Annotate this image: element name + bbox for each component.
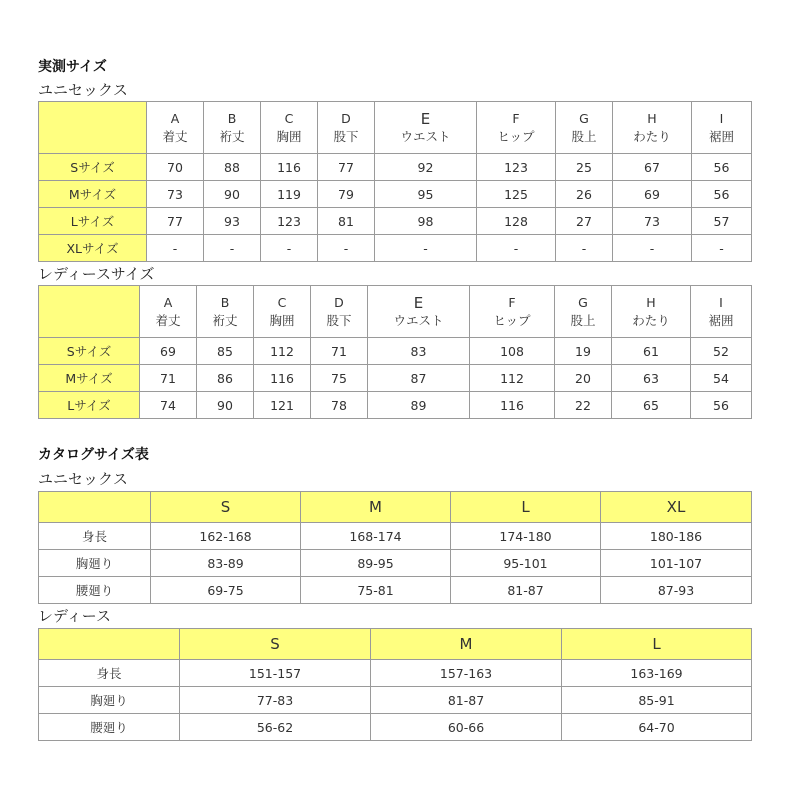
- table-cell: 81: [318, 208, 375, 235]
- table-cell: -: [375, 235, 477, 262]
- table-row: [39, 235, 752, 262]
- column-header-e: E ウエスト: [375, 102, 477, 154]
- table-cell: 85-91: [562, 687, 752, 714]
- table-cell: 90: [204, 181, 261, 208]
- size-header-s: S: [151, 492, 301, 523]
- table-row: [39, 687, 752, 714]
- column-header-g: G 股上: [556, 102, 613, 154]
- row-label: Mサイズ: [39, 365, 140, 392]
- table-cell: 56: [692, 181, 752, 208]
- table-cell: 77: [318, 154, 375, 181]
- catalog-ladies-subtitle: レディース: [38, 607, 112, 625]
- table-cell: -: [556, 235, 613, 262]
- table-cell: -: [692, 235, 752, 262]
- table-cell: 27: [556, 208, 613, 235]
- size-header-l: L: [562, 629, 752, 660]
- table-cell: -: [204, 235, 261, 262]
- row-label: 腰廻り: [39, 577, 151, 604]
- catalog-unisex-table: [38, 491, 752, 604]
- table-cell: 87-93: [601, 577, 752, 604]
- table-cell: 87: [368, 365, 470, 392]
- table-cell: 19: [555, 338, 612, 365]
- table-cell: 83-89: [151, 550, 301, 577]
- table-cell: 89-95: [301, 550, 451, 577]
- size-header-m: M: [301, 492, 451, 523]
- table-cell: 108: [470, 338, 555, 365]
- row-label: 身長: [39, 523, 151, 550]
- table-cell: -: [477, 235, 556, 262]
- size-header-l: L: [451, 492, 601, 523]
- row-label: XLサイズ: [39, 235, 147, 262]
- table-cell: 57: [692, 208, 752, 235]
- table-row: [39, 523, 752, 550]
- table-cell: -: [613, 235, 692, 262]
- table-cell: 98: [375, 208, 477, 235]
- table-cell: 22: [555, 392, 612, 419]
- table-cell: 56: [691, 392, 752, 419]
- table-cell: 20: [555, 365, 612, 392]
- row-label: Sサイズ: [39, 338, 140, 365]
- column-header-i: I 裾囲: [692, 102, 752, 154]
- table-cell: 54: [691, 365, 752, 392]
- table-cell: 75: [311, 365, 368, 392]
- table-cell: -: [261, 235, 318, 262]
- column-header-b: B 裄丈: [204, 102, 261, 154]
- measured-title: 実測サイズ: [38, 59, 107, 75]
- table-row: [39, 660, 752, 687]
- table-cell: 52: [691, 338, 752, 365]
- table-cell: 74: [140, 392, 197, 419]
- row-label: 腰廻り: [39, 714, 180, 741]
- table-cell: 78: [311, 392, 368, 419]
- table-cell: 71: [311, 338, 368, 365]
- table-cell: 90: [197, 392, 254, 419]
- column-header-f: F ヒップ: [470, 286, 555, 338]
- column-header-c: C 胸囲: [261, 102, 318, 154]
- table-cell: 116: [470, 392, 555, 419]
- table-row: [39, 154, 752, 181]
- table-row: [39, 338, 752, 365]
- table-cell: 95: [375, 181, 477, 208]
- column-header-b: B 裄丈: [197, 286, 254, 338]
- column-header-d: D 股下: [311, 286, 368, 338]
- measured-unisex-subtitle: ユニセックス: [38, 81, 128, 99]
- table-cell: -: [147, 235, 204, 262]
- table-cell: 121: [254, 392, 311, 419]
- table-cell: 77-83: [180, 687, 371, 714]
- size-header-xl: XL: [601, 492, 752, 523]
- row-label: Lサイズ: [39, 392, 140, 419]
- column-header-d: D 股下: [318, 102, 375, 154]
- table-cell: 112: [254, 338, 311, 365]
- size-header-s: S: [180, 629, 371, 660]
- column-header-a: A 着丈: [140, 286, 197, 338]
- row-label: Sサイズ: [39, 154, 147, 181]
- column-header-i: I 裾囲: [691, 286, 752, 338]
- table-cell: 162-168: [151, 523, 301, 550]
- table-cell: 157-163: [371, 660, 562, 687]
- table-cell: 125: [477, 181, 556, 208]
- row-label: 胸廻り: [39, 687, 180, 714]
- measured-ladies-subtitle: レディースサイズ: [38, 265, 155, 283]
- table-cell: 86: [197, 365, 254, 392]
- table-cell: 116: [261, 154, 318, 181]
- table-cell: 75-81: [301, 577, 451, 604]
- table-cell: 56: [692, 154, 752, 181]
- corner-cell: [39, 629, 180, 660]
- table-cell: 92: [375, 154, 477, 181]
- table-cell: 180-186: [601, 523, 752, 550]
- column-header-h: H わたり: [613, 102, 692, 154]
- table-cell: 123: [477, 154, 556, 181]
- catalog-title: カタログサイズ表: [38, 447, 149, 463]
- table-cell: 79: [318, 181, 375, 208]
- table-cell: 89: [368, 392, 470, 419]
- table-row: [39, 181, 752, 208]
- table-cell: 71: [140, 365, 197, 392]
- table-cell: 151-157: [180, 660, 371, 687]
- table-cell: 73: [613, 208, 692, 235]
- table-cell: 83: [368, 338, 470, 365]
- table-cell: 61: [612, 338, 691, 365]
- row-label: Lサイズ: [39, 208, 147, 235]
- corner-cell: [39, 286, 140, 338]
- table-cell: 77: [147, 208, 204, 235]
- table-cell: 168-174: [301, 523, 451, 550]
- table-cell: 163-169: [562, 660, 752, 687]
- table-cell: 67: [613, 154, 692, 181]
- table-cell: 116: [254, 365, 311, 392]
- table-row: [39, 208, 752, 235]
- row-label: 身長: [39, 660, 180, 687]
- table-cell: 101-107: [601, 550, 752, 577]
- table-cell: 26: [556, 181, 613, 208]
- table-cell: 63: [612, 365, 691, 392]
- table-cell: 88: [204, 154, 261, 181]
- table-cell: 60-66: [371, 714, 562, 741]
- column-header-a: A 着丈: [147, 102, 204, 154]
- measured-unisex-table: [38, 101, 752, 262]
- table-cell: 73: [147, 181, 204, 208]
- table-row: [39, 392, 752, 419]
- table-cell: 70: [147, 154, 204, 181]
- size-header-m: M: [371, 629, 562, 660]
- row-label: 胸廻り: [39, 550, 151, 577]
- table-cell: 65: [612, 392, 691, 419]
- table-cell: 123: [261, 208, 318, 235]
- column-header-f: F ヒップ: [477, 102, 556, 154]
- table-cell: 69-75: [151, 577, 301, 604]
- column-header-h: H わたり: [612, 286, 691, 338]
- column-header-c: C 胸囲: [254, 286, 311, 338]
- table-cell: -: [318, 235, 375, 262]
- catalog-ladies-table: [38, 628, 752, 741]
- table-row: [39, 550, 752, 577]
- table-cell: 128: [477, 208, 556, 235]
- table-cell: 25: [556, 154, 613, 181]
- table-cell: 85: [197, 338, 254, 365]
- table-cell: 95-101: [451, 550, 601, 577]
- table-cell: 81-87: [451, 577, 601, 604]
- table-cell: 112: [470, 365, 555, 392]
- table-cell: 69: [613, 181, 692, 208]
- table-row: [39, 365, 752, 392]
- measured-ladies-table: [38, 285, 752, 419]
- column-header-g: G 股上: [555, 286, 612, 338]
- corner-cell: [39, 102, 147, 154]
- column-header-e: E ウエスト: [368, 286, 470, 338]
- table-cell: 69: [140, 338, 197, 365]
- table-cell: 93: [204, 208, 261, 235]
- table-cell: 174-180: [451, 523, 601, 550]
- row-label: Mサイズ: [39, 181, 147, 208]
- table-row: [39, 577, 752, 604]
- table-row: [39, 714, 752, 741]
- corner-cell: [39, 492, 151, 523]
- table-cell: 81-87: [371, 687, 562, 714]
- table-cell: 64-70: [562, 714, 752, 741]
- table-cell: 56-62: [180, 714, 371, 741]
- table-cell: 119: [261, 181, 318, 208]
- catalog-unisex-subtitle: ユニセックス: [38, 470, 128, 488]
